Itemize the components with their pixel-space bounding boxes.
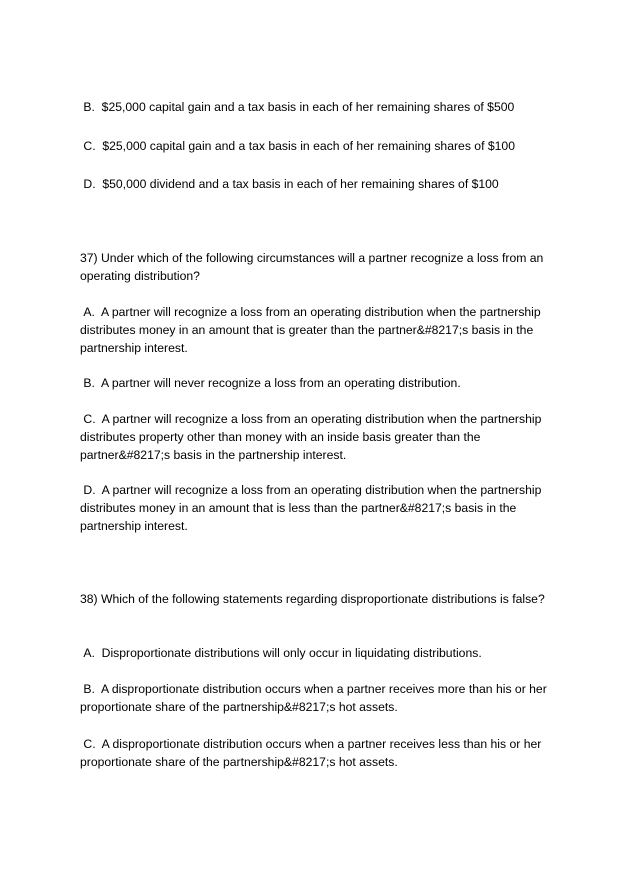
q37-question: 37) Under which of the following circumstances will a partner recognize a loss from an operating distribution? (80, 251, 547, 283)
q38-option-a: A. Disproportionate distributions will only occur in liquidating distributions. (80, 646, 482, 660)
q38-option-b: B. A disproportionate distribution occurs when a partner receives more than his or her proportionate share of the partnership&#8217;s hot assets. (80, 682, 551, 714)
q38-option-c: C. A disproportionate distribution occurs when a partner receives less than his or her proportionate share of the partnership&#8217;s hot assets. (80, 737, 545, 769)
q37-option-b: B. A partner will never recognize a loss from an operating distribution. (80, 376, 461, 390)
q37-option-d: D. A partner will recognize a loss from an operating distribution when the partnership distributes money in an amount that is less than the partner&#8217;s basis in the partnership interest. (80, 483, 545, 533)
q38-question: 38) Which of the following statements regarding disproportionate distributions is false? (80, 592, 545, 606)
q37-option-c: C. A partner will recognize a loss from an operating distribution when the partnership distributes property other than money with an inside basis greater than the partner&#8217;s basis in the partnership interest. (80, 412, 545, 462)
q36-option-c: C. $25,000 capital gain and a tax basis in each of her remaining shares of $100 (80, 139, 515, 153)
q37-option-a: A. A partner will recognize a loss from an operating distribution when the partnership distributes money in an amount that is greater than the partner&#8217;s basis in the partnership interest. (80, 305, 545, 355)
q36-option-d: D. $50,000 dividend and a tax basis in each of her remaining shares of $100 (80, 177, 499, 191)
q36-option-b: B. $25,000 capital gain and a tax basis in each of her remaining shares of $500 (80, 100, 515, 114)
